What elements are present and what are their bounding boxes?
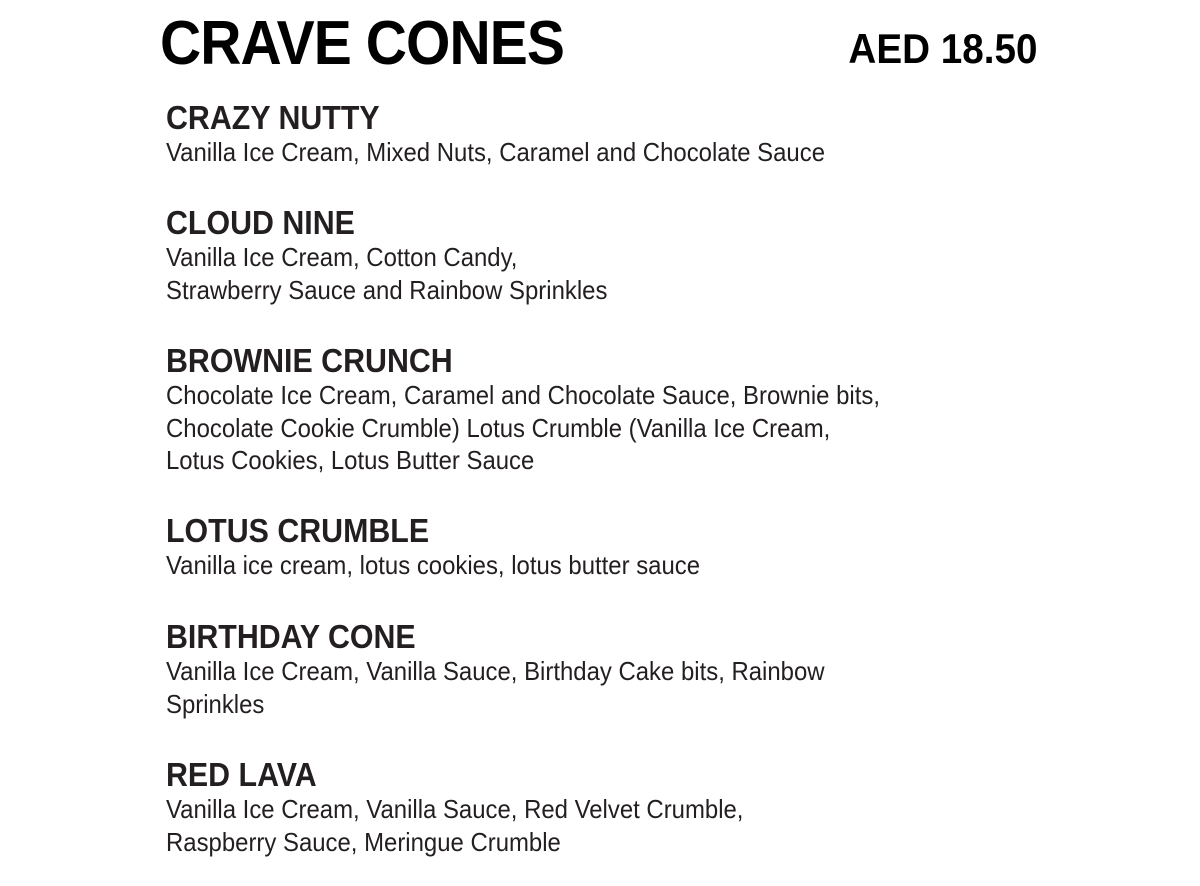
menu-item-lotus-crumble <box>166 513 746 582</box>
item-description: Raspberry Sauce, Meringue Crumble <box>166 826 561 857</box>
menu-item-cloud-nine <box>166 205 646 306</box>
item-description: Vanilla Ice Cream, Vanilla Sauce, Red Velvet Crumble, <box>166 794 744 824</box>
item-name: LOTUS CRUMBLE <box>166 512 430 549</box>
menu-item-crazy-nutty <box>166 100 882 169</box>
item-name: BROWNIE CRUNCH <box>166 342 453 379</box>
item-name: CRAZY NUTTY <box>166 99 380 136</box>
item-description: Vanilla Ice Cream, Mixed Nuts, Caramel and Chocolate Sauce <box>166 137 825 167</box>
page-title: CRAVE CONES <box>160 9 565 78</box>
item-description: Chocolate Ice Cream, Caramel and Chocolate Sauce, Brownie bits, <box>166 380 880 410</box>
item-name: RED LAVA <box>166 756 317 793</box>
menu-item-red-lava <box>166 757 794 858</box>
item-description: Vanilla Ice Cream, Cotton Candy, <box>166 242 518 272</box>
item-description: Sprinkles <box>166 688 265 719</box>
item-name: CLOUD NINE <box>166 204 355 241</box>
item-description: Lotus Cookies, Lotus Butter Sauce <box>166 445 535 475</box>
item-description: Vanilla Ice Cream, Vanilla Sauce, Birthday Cake bits, Rainbow <box>166 656 825 686</box>
menu-item-birthday-cone <box>166 619 882 720</box>
item-name: BIRTHDAY CONE <box>166 618 416 655</box>
price-label: AED 18.50 <box>847 25 1037 72</box>
item-description: Chocolate Cookie Crumble) Lotus Crumble (Vanilla Ice Cream, <box>166 412 831 443</box>
item-description: Strawberry Sauce and Rainbow Sprinkles <box>166 274 608 305</box>
menu-item-brownie-crunch <box>166 343 942 477</box>
item-description: Vanilla ice cream, lotus cookies, lotus butter sauce <box>166 550 701 580</box>
